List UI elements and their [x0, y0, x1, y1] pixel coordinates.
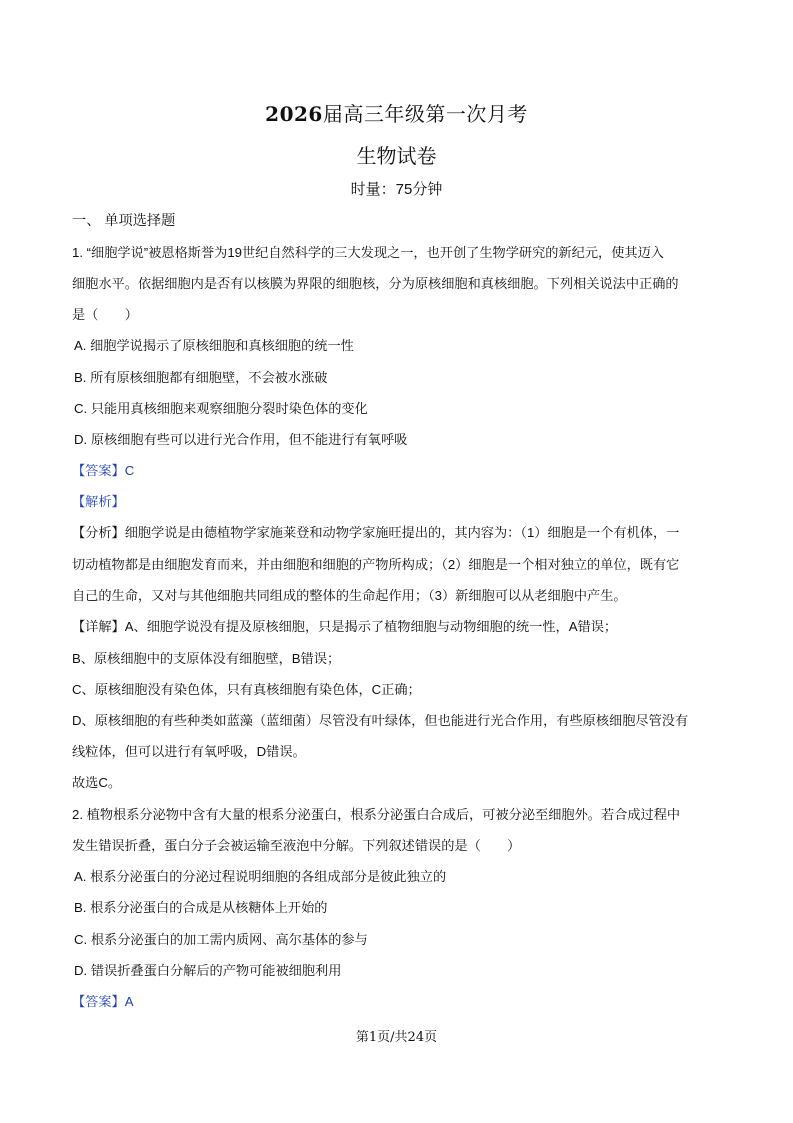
q1-answer: 【答案】C: [72, 463, 135, 478]
q1-detail-line-3: C、原核细胞没有染色体，只有真核细胞有染色体，C正确；: [72, 682, 421, 697]
title-year: 2026: [265, 102, 323, 126]
q1-option-d: D. 原核细胞有些可以进行光合作用，但不能进行有氧呼吸: [74, 432, 408, 447]
exam-title: [0, 98, 793, 127]
q2-option-d: D. 错误折叠蛋白分解后的产物可能被细胞利用: [74, 963, 342, 978]
q1-analysis-line-1: 【分析】细胞学说是由德植物学家施莱登和动物学家施旺提出的，其内容为：（1）细胞是一个有机体，一: [72, 525, 680, 540]
q2-answer: 【答案】A: [72, 994, 134, 1009]
subject-title: 生物试卷: [356, 146, 437, 168]
q1-detail-line-2: B、原核细胞中的支原体没有细胞壁，B错误；: [72, 651, 341, 666]
section-heading: 一、 单项选择题: [72, 213, 176, 229]
page-footer: 第1页/共24页: [355, 1030, 438, 1045]
q1-stem-line-1: 1. “细胞学说”被恩格斯誉为19世纪自然科学的三大发现之一，也开创了生物学研究的新纪元，使其迈入: [72, 245, 664, 260]
q1-stem-line-3: 是（ ）: [72, 307, 138, 322]
q1-option-a: A. 细胞学说揭示了原核细胞和真核细胞的统一性: [74, 338, 354, 353]
q1-detail-line-5: 线粒体，但可以进行有氧呼吸，D错误。: [72, 744, 306, 759]
q2-stem-line-2: 发生错误折叠，蛋白分子会被运输至液泡中分解。下列叙述错误的是（ ）: [72, 838, 521, 853]
title-text: 届高三年级第一次月考: [322, 102, 528, 126]
q1-stem-line-2: 细胞水平。依据细胞内是否有以核膜为界限的细胞核，分为原核细胞和真核细胞。下列相关说法中正确的: [72, 276, 679, 291]
q1-analysis-line-3: 自己的生命，又对与其他细胞共同组成的整体的生命起作用；（3）新细胞可以从老细胞中产生。: [72, 588, 627, 603]
q1-option-c: C. 只能用真核细胞来观察细胞分裂时染色体的变化: [74, 401, 368, 416]
q2-option-a: A. 根系分泌蛋白的分泌过程说明细胞的各组成部分是彼此独立的: [74, 869, 447, 884]
q2-option-c: C. 根系分泌蛋白的加工需内质网、高尔基体的参与: [74, 932, 368, 947]
q1-detail-line-1: 【详解】A、细胞学说没有提及原核细胞，只是揭示了植物细胞与动物细胞的统一性，A错误；: [72, 619, 618, 634]
q1-conclusion: 故选C。: [72, 775, 122, 790]
time-limit: 时量：75分钟: [350, 181, 443, 198]
q2-option-b: B. 根系分泌蛋白的合成是从核糖体上开始的: [74, 900, 328, 915]
q1-detail-line-4: D、原核细胞的有些种类如蓝藻（蓝细菌）尽管没有叶绿体，但也能进行光合作用，有些原核细胞尽管没有: [72, 713, 689, 728]
q2-stem-line-1: 2. 植物根系分泌物中含有大量的根系分泌蛋白，根系分泌蛋白合成后，可被分泌至细胞外。若合成过程中: [72, 807, 681, 822]
q1-analysis-heading: 【解析】: [72, 494, 125, 509]
q1-option-b: B. 所有原核细胞都有细胞壁，不会被水涨破: [74, 370, 328, 385]
q1-analysis-line-2: 切动植物都是由细胞发育而来，并由细胞和细胞的产物所构成；（2）细胞是一个相对独立的单位，既有它: [72, 557, 680, 572]
